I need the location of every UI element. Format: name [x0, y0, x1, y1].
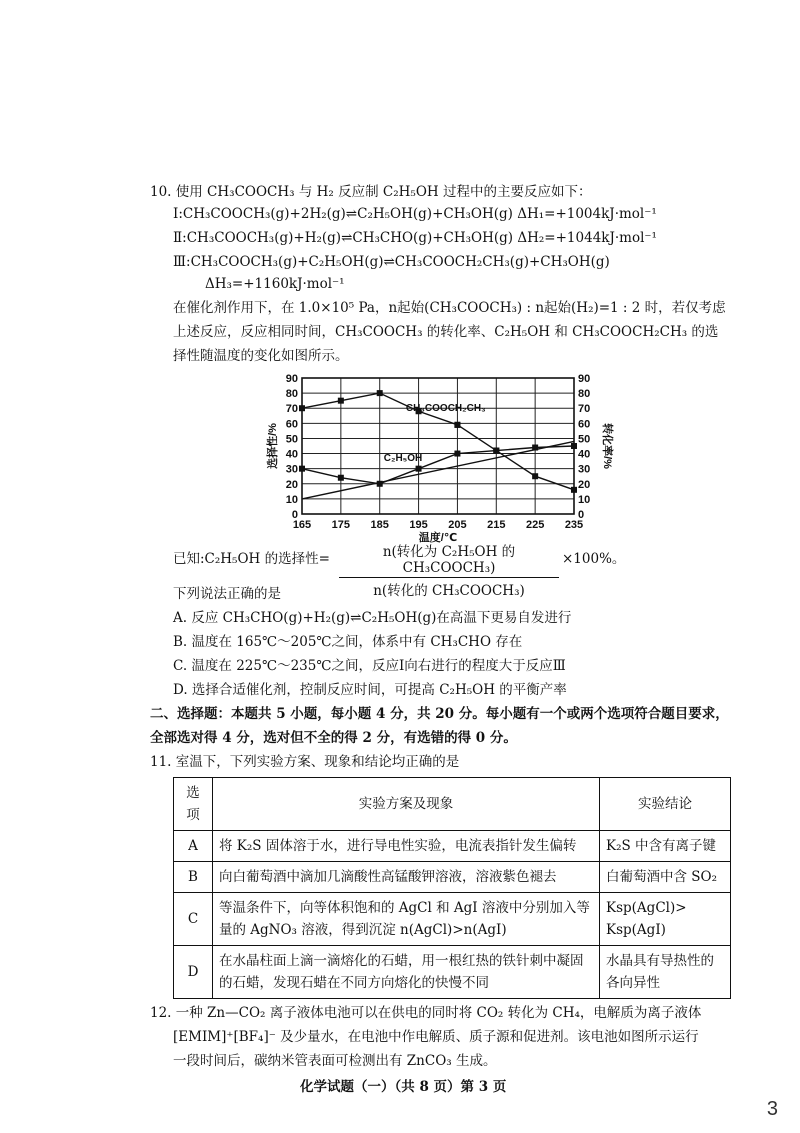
data-point — [454, 422, 460, 428]
header-conclusion: 实验结论 — [600, 778, 731, 831]
data-point — [338, 475, 344, 481]
table-header-row — [174, 778, 731, 831]
q10-option-d: D. 选择合适催化剂，控制反应时间，可提高 C₂H₅OH 的平衡产率 — [173, 682, 567, 698]
row-plan: 在水晶柱面上滴一滴熔化的石蜡，用一根红热的铁针刺中凝固的石蜡，发现石蜡在不同方向熔化的快慢不同 — [213, 946, 600, 999]
row-option: B — [174, 862, 213, 893]
x-tick: 165 — [292, 519, 312, 531]
data-point — [299, 405, 305, 411]
condition-line-1: 在催化剂作用下，在 1.0×10⁵ Pa，n起始(CH₃COOCH₃) : n起始(H₂)=1 : 2 时，若仅考虑 — [173, 300, 726, 316]
x-tick: 175 — [331, 519, 351, 531]
fraction-suffix: ×100%。 — [562, 551, 626, 567]
page-footer: 化学试题（一）（共 8 页）第 3 页 — [300, 1079, 507, 1095]
x-tick: 195 — [409, 519, 428, 531]
y-axis-label-right: 转化率/% — [601, 423, 613, 469]
y-tick-right: 80 — [578, 388, 591, 401]
series-line — [302, 441, 574, 498]
y-tick-left: 0 — [291, 509, 298, 521]
q10-option-c: C. 温度在 225℃～235℃之间，反应Ⅰ向右进行的程度大于反应Ⅲ — [173, 658, 566, 674]
table-row — [174, 831, 731, 862]
series-label-ethanol: C₂H₅OH — [383, 453, 423, 465]
row-option: C — [174, 893, 213, 946]
table-row — [174, 862, 731, 893]
x-tick: 205 — [448, 519, 467, 531]
y-tick-left: 40 — [285, 448, 298, 461]
row-plan: 将 K₂S 固体溶于水，进行导电性实验，电流表指针发生偏转 — [213, 831, 600, 862]
page-number: 3 — [766, 1098, 778, 1120]
row-option: D — [174, 946, 213, 999]
table-row — [174, 893, 731, 946]
q12-line-2: [EMIM]⁺[BF₄]⁻ 及少量水，在电池中作电解质、质子源和促进剂。该电池如图所示运行 — [173, 1029, 699, 1045]
condition-line-3: 择性随温度的变化如图所示。 — [173, 348, 349, 364]
y-tick-right: 10 — [578, 493, 591, 506]
row-conclusion: K₂S 中含有离子键 — [600, 831, 731, 862]
q12-line-3: 一段时间后，碳纳米管表面可检测出有 ZnCO₃ 生成。 — [173, 1053, 497, 1069]
y-tick-right: 20 — [578, 478, 591, 491]
y-tick-left: 60 — [285, 418, 298, 431]
row-plan: 等温条件下，向等体积饱和的 AgCl 和 AgI 溶液中分别加入等量的 AgNO₃ 溶液，得到沉淀 n(AgCl)>n(AgI) — [213, 893, 600, 946]
q10-option-b: B. 温度在 165℃～205℃之间，体系中有 CH₃CHO 存在 — [173, 634, 523, 650]
x-axis-label: 温度/℃ — [418, 532, 458, 544]
y-tick-right: 0 — [578, 509, 585, 521]
y-tick-right: 50 — [578, 433, 591, 446]
row-conclusion: 水晶具有导热性的各向异性 — [600, 946, 731, 999]
condition-line-2: 上述反应，反应相同时间，CH₃COOCH₃ 的转化率、C₂H₅OH 和 CH₃COOCH₂CH₃ 的选 — [173, 324, 719, 340]
data-point — [338, 398, 344, 404]
row-conclusion: 白葡萄酒中含 SO₂ — [600, 862, 731, 893]
q10-ask: 下列说法正确的是 — [173, 586, 281, 602]
y-tick-right: 60 — [578, 418, 591, 431]
y-tick-left: 50 — [285, 433, 298, 446]
series-label-ester: CH₃COOCH₂CH₃ — [405, 403, 486, 415]
y-axis-label-left: 选择性/% — [267, 423, 279, 469]
y-tick-right: 40 — [578, 448, 591, 461]
q10-title: 10. 使用 CH₃COOCH₃ 与 H₂ 反应制 C₂H₅OH 过程中的主要反应如下： — [150, 184, 592, 200]
q12-line-1: 12. 一种 Zn—CO₂ 离子液体电池可以在供电的同时将 CO₂ 转化为 CH₄，电解质为离子液体 — [150, 1005, 702, 1021]
header-option: 选项 — [174, 778, 213, 831]
y-tick-right: 90 — [578, 373, 591, 385]
x-tick: 185 — [370, 519, 389, 531]
row-conclusion: Ksp(AgCl)> Ksp(AgI) — [600, 893, 731, 946]
y-tick-left: 80 — [285, 388, 298, 401]
data-point — [416, 466, 422, 472]
row-plan: 向白葡萄酒中滴加几滴酸性高锰酸钾溶液，溶液紫色褪去 — [213, 862, 600, 893]
y-tick-left: 10 — [285, 493, 298, 506]
x-tick: 215 — [487, 519, 506, 531]
fraction-numerator: n(转化为 C₂H₅OH 的 CH₃COOCH₃) — [339, 540, 559, 578]
data-point — [532, 473, 538, 479]
data-point — [377, 390, 383, 396]
data-point — [571, 487, 577, 493]
q11-table — [173, 777, 731, 999]
y-tick-left: 90 — [285, 373, 298, 385]
y-tick-right: 30 — [578, 463, 591, 476]
reaction-2: Ⅱ:CH₃COOCH₃(g)+H₂(g)⇌CH₃CHO(g)+CH₃OH(g) ΔH₂=+1044kJ·mol⁻¹ — [173, 230, 657, 246]
data-point — [454, 451, 460, 457]
header-plan: 实验方案及现象 — [213, 778, 600, 831]
x-tick: 225 — [525, 519, 545, 531]
y-tick-left: 70 — [285, 403, 298, 416]
y-tick-right: 70 — [578, 403, 591, 416]
y-tick-left: 20 — [285, 478, 298, 491]
row-option: A — [174, 831, 213, 862]
y-tick-left: 30 — [285, 463, 298, 476]
selectivity-fraction — [339, 540, 559, 599]
data-point — [493, 448, 499, 454]
known-prefix: 已知:C₂H₅OH 的选择性= — [173, 551, 330, 567]
series-line — [457, 425, 574, 490]
table-row — [174, 946, 731, 999]
reaction-1: Ⅰ:CH₃COOCH₃(g)+2H₂(g)⇌C₂H₅OH(g)+CH₃OH(g) ΔH₁=+1004kJ·mol⁻¹ — [173, 206, 657, 222]
reaction-3-dh: ΔH₃=+1160kJ·mol⁻¹ — [205, 276, 345, 292]
section2-line-2: 全部选对得 4 分，选对但不全的得 2 分，有选错的得 0 分。 — [150, 730, 517, 746]
q10-option-a: A. 反应 CH₃CHO(g)+H₂(g)⇌C₂H₅OH(g)在高温下更易自发进行 — [173, 610, 572, 626]
q11-title: 11. 室温下，下列实验方案、现象和结论均正确的是 — [150, 754, 460, 770]
selectivity-chart — [267, 370, 613, 544]
reaction-3: Ⅲ:CH₃COOCH₃(g)+C₂H₅OH(g)⇌CH₃COOCH₂CH₃(g)+CH₃OH(g) — [173, 254, 610, 270]
data-point — [571, 443, 577, 449]
section2-line-1: 二、选择题：本题共 5 小题，每小题 4 分，共 20 分。每小题有一个或两个选项符合题目要求， — [150, 706, 729, 722]
data-point — [299, 466, 305, 472]
x-tick: 235 — [564, 519, 584, 531]
fraction-denominator: n(转化的 CH₃COOCH₃) — [373, 583, 525, 599]
